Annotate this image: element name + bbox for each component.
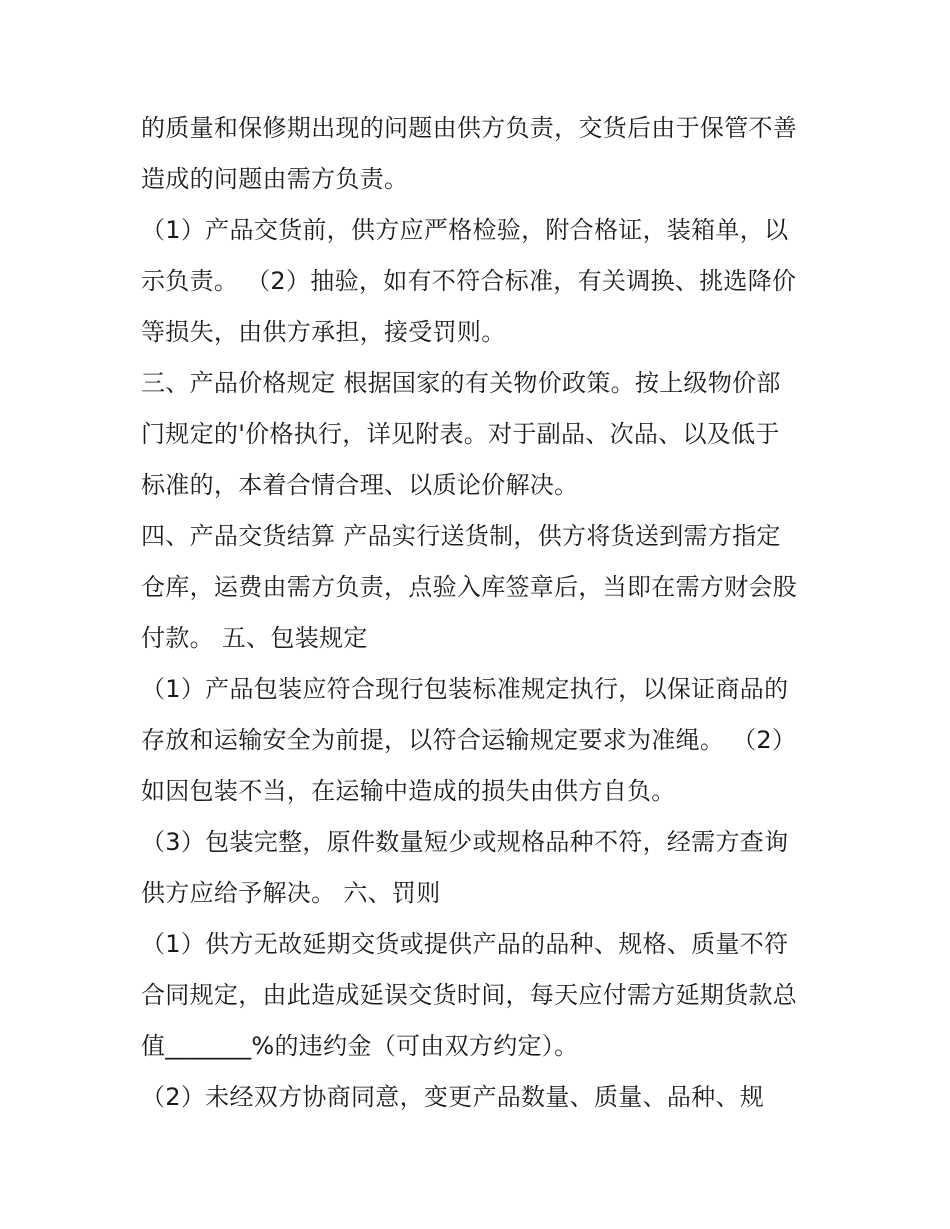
text-line-14: 如因包装不当，在运输中造成的损失由供方自负。 [141, 777, 676, 805]
text-line-4: 示负责。 （2）抽验，如有不符合标准，有关调换、挑选降价 [141, 267, 797, 295]
text-line-9: 四、产品交货结算 产品实行送货制，供方将货送到需方指定 [141, 522, 781, 550]
text-line-20: （2）未经双方协商同意，变更产品数量、质量、品种、规 [141, 1083, 765, 1111]
text-line-10: 仓库，运费由需方负责，点验入库签章后，当即在需方财会股 [141, 573, 798, 601]
text-line-3: （1）产品交货前，供方应严格检验，附合格证，装箱单，以 [141, 216, 789, 244]
text-line-7: 门规定的'价格执行，详见附表。对于副品、次品、以及低于 [141, 420, 780, 448]
text-line-15: （3）包装完整，原件数量短少或规格品种不符，经需方查询 [141, 828, 789, 856]
text-line-1: 的质量和保修期出现的问题由供方负责，交货后由于保管不善 [141, 114, 798, 142]
text-line-17: （1）供方无故延期交货或提供产品的品种、规格、质量不符 [141, 930, 789, 958]
text-line-11: 付款。 五、包装规定 [141, 624, 368, 652]
text-line-8: 标准的，本着合情合理、以质论价解决。 [141, 471, 579, 499]
text-line-2: 造成的问题由需方负责。 [141, 165, 409, 193]
text-line-6: 三、产品价格规定 根据国家的有关物价政策。按上级物价部 [141, 369, 781, 397]
text-line-5: 等损失，由供方承担，接受罚则。 [141, 318, 506, 346]
text-line-16: 供方应给予解决。 六、罚则 [141, 879, 441, 907]
text-line-12: （1）产品包装应符合现行包装标准规定执行，以保证商品的 [141, 675, 789, 703]
text-line-19: 值_______%的违约金（可由双方约定）。 [141, 1032, 579, 1060]
document-body [141, 103, 821, 1123]
text-line-18: 合同规定，由此造成延误交货时间，每天应付需方延期货款总 [141, 981, 798, 1009]
text-line-13: 存放和运输安全为前提，以符合运输规定要求为准绳。 （2） [141, 726, 797, 754]
